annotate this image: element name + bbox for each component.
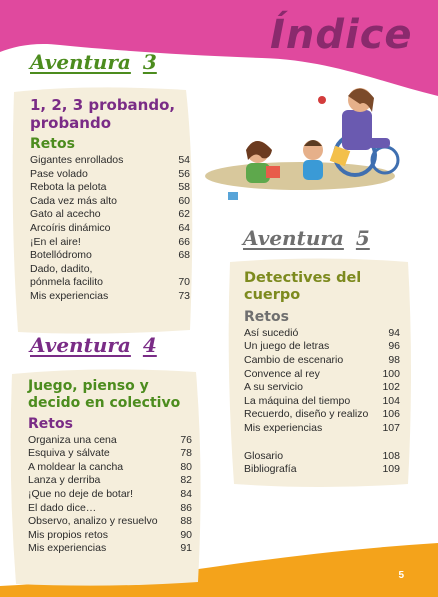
aventura-4-heading bbox=[30, 333, 157, 357]
toc-entry-title: A su servicio bbox=[244, 381, 303, 394]
toc-entry-title: La máquina del tiempo bbox=[244, 394, 351, 407]
toc-entry-page: 94 bbox=[388, 326, 400, 339]
toc-entry-title: Botellódromo bbox=[30, 249, 92, 262]
toc-entry-page: 68 bbox=[178, 249, 190, 262]
toc-entry bbox=[28, 515, 192, 529]
children-illustration bbox=[205, 88, 398, 200]
aventura-5-number: 5 bbox=[355, 226, 370, 250]
toc-entry-title: Cada vez más alto bbox=[30, 194, 117, 207]
aventura-3-heading bbox=[30, 50, 157, 74]
toc-entry-page: 58 bbox=[178, 181, 190, 194]
toc-entry-title: Recuerdo, diseño y realizo bbox=[244, 408, 369, 421]
aventura-4-title: Juego, pienso y decido en colectivo bbox=[28, 378, 181, 411]
toc-entry bbox=[28, 502, 192, 516]
toc-entry-page: 104 bbox=[382, 394, 400, 407]
toc-entry bbox=[30, 154, 190, 168]
toc-entry-page: 91 bbox=[180, 542, 192, 555]
toc-entry-page: 80 bbox=[180, 460, 192, 473]
toc-entry-title: Convence al rey bbox=[244, 367, 320, 380]
toc-entry bbox=[28, 488, 192, 502]
aventura-3-list bbox=[30, 154, 190, 304]
toc-entry bbox=[244, 422, 400, 436]
aventura-3-title: 1, 2, 3 probando, probando bbox=[30, 96, 176, 132]
toc-entry-page: 62 bbox=[178, 208, 190, 221]
toc-entry-page: 64 bbox=[178, 221, 190, 234]
toc-entry-title: Mis experiencias bbox=[30, 289, 109, 302]
toc-entry bbox=[244, 340, 400, 354]
toc-entry-title: Esquiva y sálvate bbox=[28, 447, 110, 460]
aventura-5-heading bbox=[243, 226, 370, 250]
aventura-4-list bbox=[28, 434, 192, 556]
toc-entry bbox=[28, 542, 192, 556]
toc-entry bbox=[28, 447, 192, 461]
toc-entry bbox=[28, 529, 192, 543]
toc-entry bbox=[244, 450, 400, 464]
toc-entry-page: 90 bbox=[180, 528, 192, 541]
aventura-5-label: Aventura bbox=[243, 226, 344, 250]
toc-entry-title: Glosario bbox=[244, 449, 284, 462]
toc-entry-page: 96 bbox=[388, 340, 400, 353]
toc-entry-title: Rebota la pelota bbox=[30, 181, 107, 194]
toc-entry-page: 76 bbox=[180, 433, 192, 446]
toc-entry bbox=[30, 249, 190, 263]
toc-entry-page: 86 bbox=[180, 501, 192, 514]
toc-entry-title: Dado, dadito, bbox=[30, 262, 93, 275]
toc-entry-page: 107 bbox=[382, 421, 400, 434]
toc-entry-title: Gigantes enrollados bbox=[30, 154, 124, 166]
aventura-3-retos-label: Retos bbox=[30, 136, 75, 152]
toc-entry bbox=[30, 168, 190, 182]
toc-entry-title: Gato al acecho bbox=[30, 208, 101, 221]
toc-entry-page: 70 bbox=[178, 276, 190, 289]
toc-entry-page: 108 bbox=[382, 449, 400, 462]
toc-entry bbox=[30, 195, 190, 209]
toc-entry-title: A moldear la cancha bbox=[28, 460, 124, 473]
toc-entry-page: 82 bbox=[180, 474, 192, 487]
aventura-4-number: 4 bbox=[142, 333, 157, 357]
toc-entry-page: 100 bbox=[382, 367, 400, 380]
toc-entry-page: 84 bbox=[180, 487, 192, 500]
card-aventura-3 bbox=[30, 96, 190, 304]
toc-entry-title: ¡Que no deje de botar! bbox=[28, 487, 134, 500]
aventura-3-label: Aventura bbox=[30, 50, 131, 74]
toc-entry-title: Mis experiencias bbox=[244, 421, 323, 434]
toc-entry-page: 73 bbox=[178, 289, 190, 302]
toc-entry-title: Lanza y derriba bbox=[28, 474, 101, 487]
toc-entry bbox=[244, 395, 400, 409]
toc-entry bbox=[28, 461, 192, 475]
toc-entry-title: Arcoíris dinámico bbox=[30, 221, 111, 234]
aventura-5-extras-list bbox=[244, 450, 400, 477]
toc-entry-page: 60 bbox=[178, 194, 190, 207]
toc-entry-title: Organiza una cena bbox=[28, 433, 117, 446]
toc-entry bbox=[30, 236, 190, 250]
toc-entry bbox=[30, 276, 190, 290]
toc-entry-page: 102 bbox=[382, 381, 400, 394]
aventura-5-title: Detectives del cuerpo bbox=[244, 270, 362, 304]
page-number: 5 bbox=[398, 570, 404, 581]
card-aventura-5 bbox=[244, 270, 400, 477]
toc-entry bbox=[244, 381, 400, 395]
toc-entry bbox=[30, 222, 190, 236]
toc-entry-page: 109 bbox=[382, 463, 400, 476]
toc-entry-title: ¡En el aire! bbox=[30, 235, 81, 248]
toc-entry-title: pónmela facilito bbox=[30, 276, 103, 289]
toc-entry-page: 98 bbox=[388, 353, 400, 366]
toc-entry bbox=[30, 181, 190, 195]
toc-entry-page: 54 bbox=[178, 154, 190, 166]
toc-entry-page: 78 bbox=[180, 447, 192, 460]
aventura-5-retos-label: Retos bbox=[244, 308, 289, 325]
toc-entry-title: Pase volado bbox=[30, 167, 88, 180]
toc-entry-title: Mis experiencias bbox=[28, 542, 107, 555]
toc-entry-page: 106 bbox=[382, 408, 400, 421]
aventura-4-retos-label: Retos bbox=[28, 415, 73, 432]
toc-entry-title: Bibliografía bbox=[244, 463, 297, 476]
toc-entry bbox=[28, 474, 192, 488]
toc-entry-title: Mis propios retos bbox=[28, 528, 108, 541]
aventura-4-label: Aventura bbox=[30, 333, 131, 357]
toc-entry bbox=[30, 208, 190, 222]
toc-entry-page: 66 bbox=[178, 235, 190, 248]
toc-entry-title: Un juego de letras bbox=[244, 340, 330, 353]
aventura-3-number: 3 bbox=[142, 50, 157, 74]
toc-entry-title: Cambio de escenario bbox=[244, 353, 344, 366]
toc-entry bbox=[30, 263, 190, 277]
toc-entry-page bbox=[170, 263, 190, 277]
page-title: Índice bbox=[270, 12, 413, 58]
toc-entry-title: Observo, analizo y resuelvo bbox=[28, 515, 158, 528]
toc-entry-title: Así sucedió bbox=[244, 326, 299, 339]
toc-entry bbox=[28, 434, 192, 448]
toc-entry-title: El dado dice… bbox=[28, 501, 97, 514]
card-aventura-4 bbox=[28, 378, 192, 556]
toc-entry-page: 56 bbox=[178, 167, 190, 180]
toc-entry-page: 88 bbox=[180, 515, 192, 528]
aventura-5-list bbox=[244, 327, 400, 436]
toc-entry bbox=[30, 290, 190, 304]
toc-entry bbox=[244, 368, 400, 382]
toc-entry bbox=[244, 408, 400, 422]
toc-entry bbox=[244, 463, 400, 477]
toc-entry bbox=[244, 327, 400, 341]
toc-entry bbox=[244, 354, 400, 368]
